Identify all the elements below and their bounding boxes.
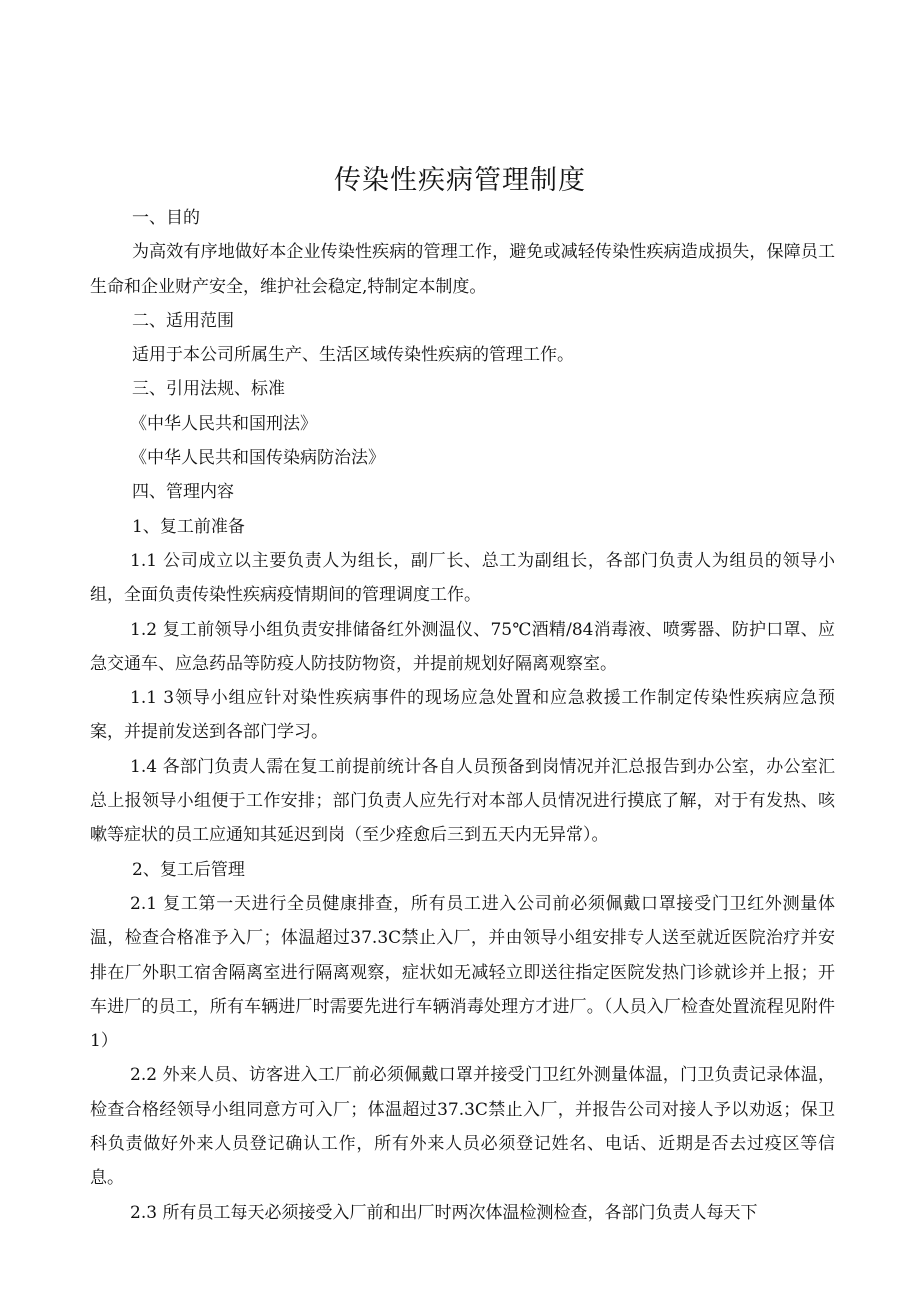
section-heading-references: 三、引用法规、标准 — [132, 379, 285, 400]
subsection-heading-preparation: 1、复工前准备 — [132, 516, 245, 537]
paragraph-purpose: 为高效有序地做好本企业传染性疾病的管理工作，避免或减轻传染性疾病造成损失，保障员工生命和企业财产安全，维护社会稳定,特制定本制度。 — [90, 242, 835, 297]
document-title: 传染性疾病管理制度 — [334, 165, 586, 196]
clause-1-1: 1.1 公司成立以主要负责人为组长，副厂长、总工为副组长，各部门负责人为组员的领导小组，全面负责传染性疾病疫情期间的管理调度工作。 — [90, 550, 835, 606]
paragraph-scope: 适用于本公司所属生产、生活区域传染性疾病的管理工作。 — [132, 345, 574, 366]
reference-criminal-law: 《中华人民共和国刑法》 — [130, 413, 317, 434]
subsection-heading-post-resumption: 2、复工后管理 — [132, 859, 245, 880]
section-heading-purpose: 一、目的 — [132, 208, 200, 228]
section-heading-content: 四、管理内容 — [132, 482, 234, 503]
clause-1-2: 1.2 复工前领导小组负责安排储备红外测温仪、75℃酒精/84消毒液、喷雾器、防护口罩、应急交通车、应急药品等防疫人防技防物资，并提前规划好隔离观察室。 — [90, 619, 835, 674]
section-heading-scope: 二、适用范围 — [132, 310, 234, 331]
clause-2-2: 2.2 外来人员、访客进入工厂前必须佩戴口罩并接受门卫红外测量体温，门卫负责记录体温，检查合格经领导小组同意方可入厂；体温超过37.3C禁止入厂，并报告公司对接人予以劝返；保卫科负责做好外来人员登记确认工作，所有外来人员必须登记姓名、电话、近期是否去过疫区等信息。 — [90, 1065, 835, 1189]
clause-1-4: 1.4 各部门负责人需在复工前提前统计各自人员预备到岗情况并汇总报告到办公室，办公室汇总上报领导小组便于工作安排；部门负责人应先行对本部人员情况进行摸底了解，对于有发热、咳嗽等症状的员工应通知其延迟到岗（至少痊愈后三到五天内无异常）。 — [90, 756, 835, 846]
clause-1-3: 1.1 3领导小组应针对染性疾病事件的现场应急处置和应急救援工作制定传染性疾病应急预案，并提前发送到各部门学习。 — [90, 688, 835, 743]
reference-epidemic-law: 《中华人民共和国传染病防治法》 — [130, 448, 385, 469]
document-body — [90, 201, 835, 1230]
clause-2-3: 2.3 所有员工每天必须接受入厂前和出厂时两次体温检测检查，各部门负责人每天下 — [130, 1202, 758, 1223]
clause-2-1: 2.1 复工第一天进行全员健康排查，所有员工进入公司前必须佩戴口罩接受门卫红外测量体温，检查合格准予入厂；体温超过37.3C禁止入厂，并由领导小组安排专人送至就近医院治疗并安排在厂外职工宿舍隔离室进行隔离观察，症状如无减轻立即送往指定医院发热门诊就诊并上报；开车进厂的员工，所有车辆进厂时需要先进行车辆消毒处理方才进厂。（人员入厂检查处置流程见附件1） — [90, 893, 835, 1052]
